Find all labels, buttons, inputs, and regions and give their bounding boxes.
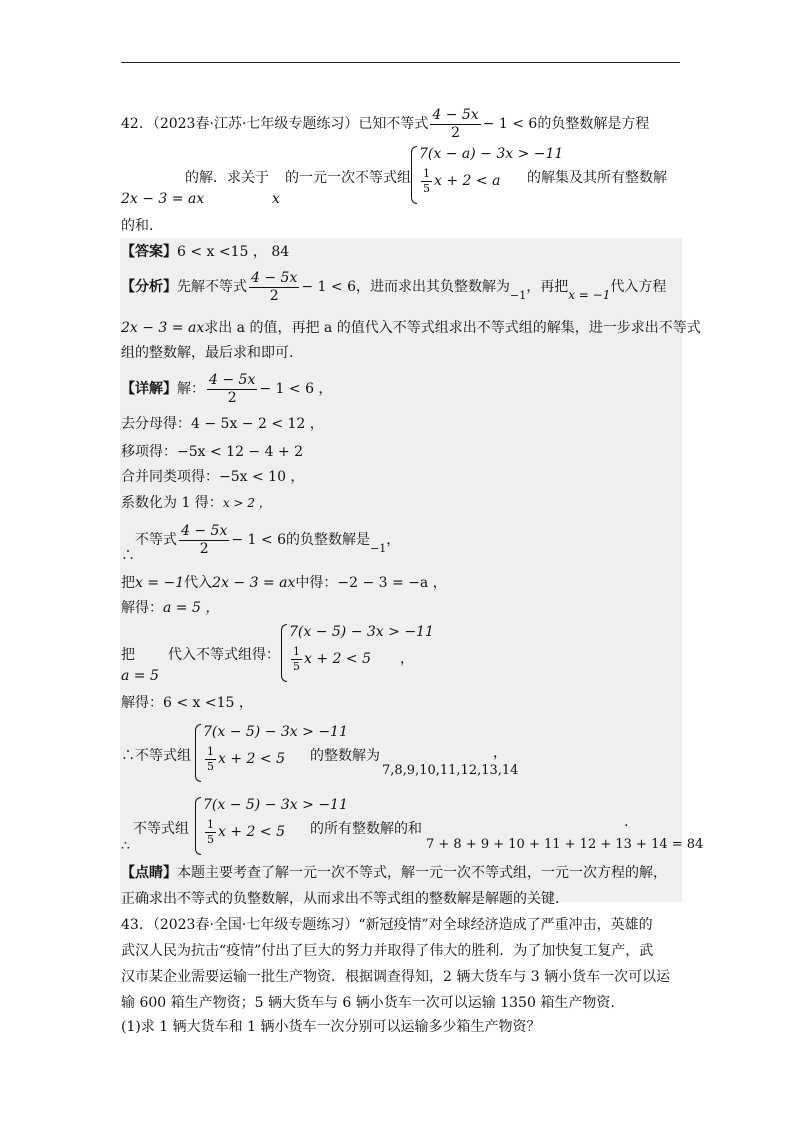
q42-text5: 的解集及其所有整数解 [527, 170, 667, 186]
detail-step1: 去分母得：4 − 5x − 2 < 12 ， [121, 416, 324, 432]
comment-line2: 正确求出不等式的负整数解，从而求出不等式组的整数解是解题的关键. [121, 891, 560, 907]
comment-line1: 【点睛】本题主要考查了解一元一次不等式，解一元一次不等式组，一元一次方程的解， [121, 865, 667, 881]
header-rule [121, 62, 680, 63]
detail-step4: 系数化为 1 得：x > 2 ， [121, 495, 271, 511]
analysis-line2: 2x − 3 = ax求出 a 的值，再把 a 的值代入不等式组求出不等式组的解集，进一步求出不等式 [121, 320, 701, 336]
detail-sum-equation: 7 + 8 + 9 + 10 + 11 + 12 + 13 + 14 = 84 [426, 837, 704, 852]
q42-text2: 的负整数解是方程 [537, 116, 650, 133]
q43-line5: (1)求 1 辆大货车和 1 辆小货车一次分别可以运输多少箱生产物资？ [121, 1019, 541, 1035]
q42-text6: 的和. [121, 218, 154, 234]
analysis-x-eq: x = −1 [568, 288, 611, 303]
detail-sum-therefore: ∴ [121, 838, 130, 854]
q43-line4: 输 600 箱生产物资；5 辆大货车与 6 辆小货车一次可以运输 1350 箱生产物资. [121, 995, 615, 1011]
q42-source: （2023春·江苏·七年级专题练习） [152, 116, 359, 133]
detail-fraction: $\frac{4 - 5x}{2}$ [209, 372, 256, 406]
q42-text3: 的解．求关于 [185, 170, 269, 186]
detail-system2-line1: 7(x − 5) − 3x > −11 [203, 724, 348, 740]
detail-system1-line2: $\frac{1}{5}$ x + 2 < 5 [293, 645, 371, 673]
detail-step3: 合并同类项得：−5x < 10 ， [121, 469, 305, 485]
comment-label: 【点睛】 [121, 865, 177, 881]
detail-a-eq: a = 5 [121, 668, 159, 684]
q42-fraction: $\frac{4 - 5x}{2}$ [432, 107, 479, 141]
detail-int-text1: ∴不等式组 [121, 748, 191, 764]
detail-solve-x: 解得：6 < x <15 ， [121, 695, 253, 711]
detail-system1-brace [281, 624, 287, 682]
q42-system-line2: $\frac{1}{5}$ x + 2 < a [423, 167, 501, 195]
detail-solve-a: 解得：a = 5 ， [121, 600, 220, 616]
answer-label: 【答案】 [121, 244, 177, 260]
detail-system2-line2: $\frac{1}{5}$ x + 2 < 5 [207, 745, 285, 773]
q42-system-brace [411, 146, 417, 204]
detail-int-text2: 的整数解为 [310, 748, 380, 764]
answer-text: 6 < x <15 ， 84 [177, 244, 290, 260]
detail-substitute: 把x = −1代入2x − 3 = ax中得：−2 − 3 = −a ， [121, 575, 447, 591]
q42-ineq-tail: − 1 < 6 [482, 116, 538, 133]
detail-system3-brace [195, 797, 201, 855]
q42-text1: 已知不等式 [358, 116, 429, 133]
detail-system2-brace [195, 724, 201, 782]
q43-line2: 武汉人民为抗击“疫情”付出了巨大的努力并取得了伟大的胜利．为了加快复工复产，武 [121, 943, 654, 959]
q42-equation: 2x − 3 = ax [121, 191, 205, 207]
q42-line1 [121, 108, 649, 140]
q42-system-line1: 7(x − a) − 3x > −11 [419, 146, 564, 162]
detail-int-comma: ， [493, 745, 507, 761]
analysis-fraction: $\frac{4 - 5x}{2}$ [251, 270, 298, 304]
detail-label: 【详解】 [121, 381, 177, 398]
analysis-equation: 2x − 3 = ax [121, 320, 205, 336]
q43-line1: 43．（2023春·全国·七年级专题练习）“新冠疫情”对全球经济造成了严重冲击，英雄的 [121, 917, 653, 933]
detail-line1: 【详解】解： $\frac{4 - 5x}{2}$ − 1 < 6 ， [121, 372, 333, 406]
detail-system1-line1: 7(x − 5) − 3x > −11 [289, 624, 434, 640]
q42-number: 42． [121, 116, 153, 133]
detail-system3-line1: 7(x − 5) − 3x > −11 [203, 797, 348, 813]
analysis-neg-one: −1 [509, 289, 527, 303]
detail-system1-comma: ， [400, 651, 414, 667]
answer-line [121, 241, 289, 261]
detail-system3-line2: $\frac{1}{5}$ x + 2 < 5 [207, 818, 285, 846]
analysis-label: 【分析】 [121, 279, 177, 296]
q42-text4: 的一元一次不等式组 [285, 170, 411, 186]
analysis-line1: 【分析】先解不等式 $\frac{4 - 5x}{2}$ − 1 < 6，进而求出其负整数解为$_{-1}$，再把x = −1代入方程 [121, 270, 667, 304]
detail-ba2: 代入不等式组得： [168, 647, 280, 663]
detail-ba: 把 [121, 647, 135, 663]
analysis-line3: 组的整数解，最后求和即可. [121, 345, 294, 361]
detail-sum-period: . [624, 814, 629, 830]
detail-int-values: 7,8,9,10,11,12,13,14 [382, 763, 519, 778]
detail-sum-text1: 不等式组 [133, 821, 189, 837]
detail-sum-text2: 的所有整数解的和 [310, 821, 422, 837]
q42-var-x: x [272, 191, 280, 207]
detail-negative-solution: ∴不等式 $\frac{4 - 5x}{2}$ − 1 < 6的负整数解是$_{-1}$， [121, 523, 401, 565]
detail-step2: 移项得：−5x < 12 − 4 + 2 [121, 444, 304, 460]
q43-line3: 汉市某企业需要运输一批生产物资．根据调查得知，2 辆大货车与 3 辆小货车一次可以运 [121, 969, 671, 985]
